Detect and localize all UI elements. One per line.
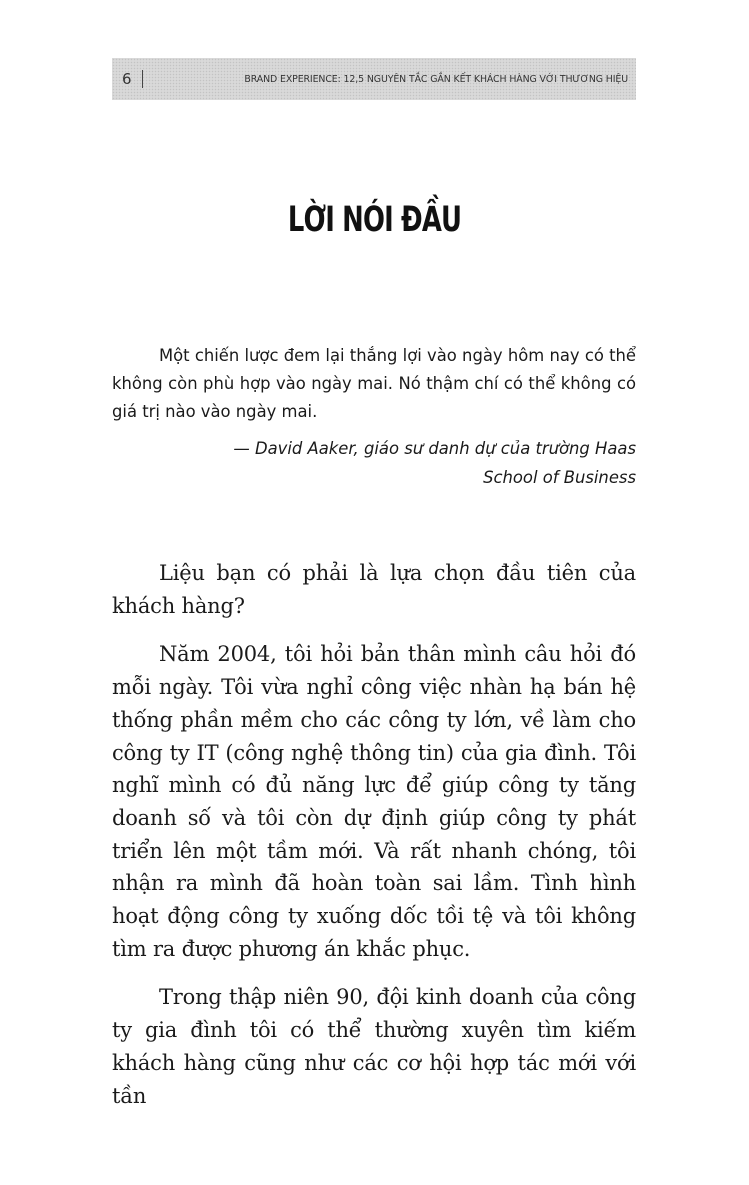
- epigraph-attribution: [112, 434, 636, 492]
- running-header: [112, 58, 636, 100]
- body-paragraph: Liệu bạn có phải là lựa chọn đầu tiên của khách hàng?: [112, 561, 636, 618]
- epigraph: [112, 342, 636, 492]
- chapter-title: LỜI NÓI ĐẦU: [287, 200, 462, 240]
- header-divider: [142, 70, 143, 88]
- epigraph-attribution-line: — David Aaker, giáo sư danh dự của trường Haas: [233, 439, 636, 458]
- epigraph-attribution-line: School of Business: [483, 468, 636, 487]
- body-paragraph: Năm 2004, tôi hỏi bản thân mình câu hỏi đó mỗi ngày. Tôi vừa nghỉ công việc nhàn hạ bán hệ thống phần mềm cho các công ty lớn, về làm cho công ty IT (công nghệ thông tin) của gia đình. Tôi nghĩ mình có đủ năng lực để giúp công ty tăng doanh số và tôi còn dự định giúp công ty phát triển lên một tầm mới. Và rất nhanh chóng, tôi nhận ra mình đã hoàn toàn sai lầm. Tình hình hoạt động công ty xuống dốc tồi tệ và tôi không tìm ra được phương án khắc phục.: [112, 642, 636, 961]
- body-paragraph: Trong thập niên 90, đội kinh doanh của công ty gia đình tôi có thể thường xuyên tìm kiếm khách hàng cũng như các cơ hội hợp tác mới với tần: [112, 985, 636, 1108]
- running-title: BRAND EXPERIENCE: 12,5 NGUYÊN TẮC GẮN KẾT KHÁCH HÀNG VỚI THƯƠNG HIỆU: [244, 73, 628, 85]
- body-text: [112, 557, 636, 1128]
- epigraph-quote: Một chiến lược đem lại thắng lợi vào ngày hôm nay có thể không còn phù hợp vào ngày mai. Nó thậm chí có thể không có giá trị nào vào ngày mai.: [112, 346, 636, 421]
- page-number: 6: [122, 70, 132, 88]
